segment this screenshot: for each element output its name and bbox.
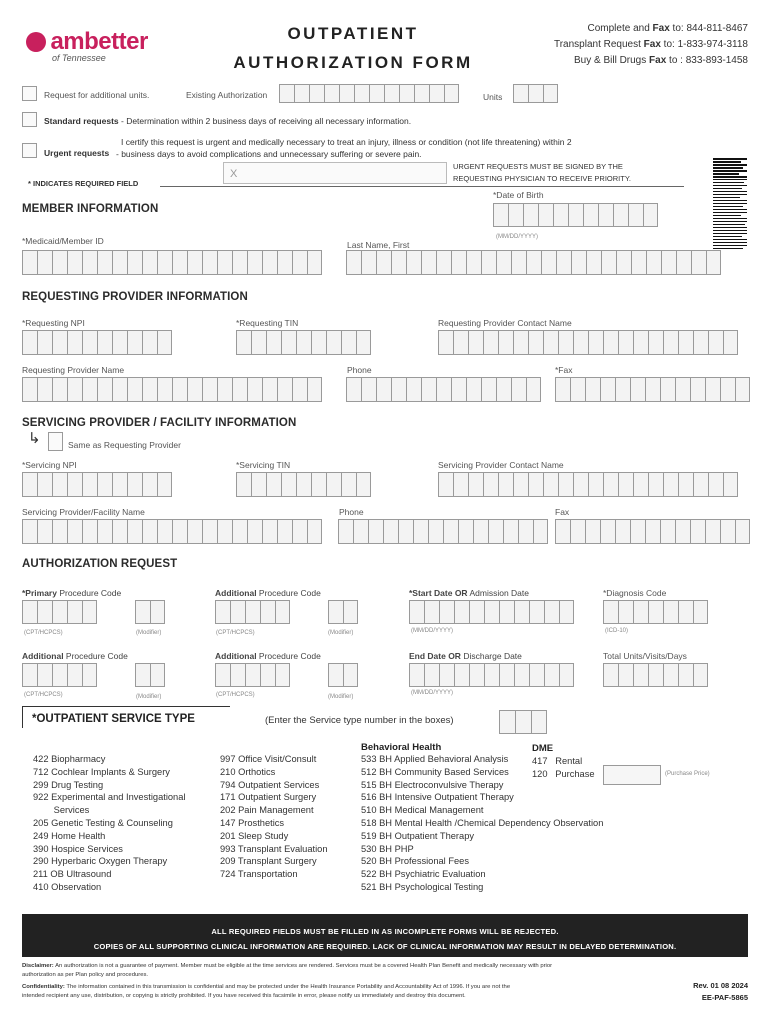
service-item: 147 Prosthetics <box>220 817 285 828</box>
additional-modifier-input-1[interactable] <box>328 600 358 624</box>
requesting-npi-label: *Requesting NPI <box>22 318 85 328</box>
required-field-note: * INDICATES REQUIRED FIELD <box>28 179 139 188</box>
additional-cpt-input-2[interactable] <box>22 663 97 687</box>
barcode-image <box>713 158 747 251</box>
servicing-contact-input[interactable] <box>438 472 738 497</box>
total-units-label: Total Units/Visits/Days <box>603 651 687 661</box>
primary-modifier-hint: (Modifier) <box>136 630 162 636</box>
service-item: 422 Biopharmacy <box>33 754 106 764</box>
total-units-input[interactable] <box>603 663 708 687</box>
service-item: 410 Observation <box>33 881 102 892</box>
service-item: 993 Transplant Evaluation <box>220 843 328 854</box>
service-item: 290 Hyperbaric Oxygen Therapy <box>33 856 168 867</box>
additional-code-label-3: Additional Procedure Code <box>215 651 321 661</box>
requesting-contact-label: Requesting Provider Contact Name <box>438 318 572 328</box>
service-item: Services <box>33 805 90 816</box>
member-info-heading: MEMBER INFORMATION <box>22 203 159 215</box>
service-item: 210 Orthotics <box>220 766 276 777</box>
service-item: 522 BH Psychiatric Evaluation <box>361 869 486 880</box>
dme-rental: 417 Rental <box>532 756 583 766</box>
service-item: 518 BH Mental Health /Chemical Dependency Observation <box>361 817 604 828</box>
service-item: 520 BH Professional Fees <box>361 856 470 867</box>
additional-cpt-hint-2: (CPT/HCPCS) <box>24 692 63 698</box>
physician-signature-field[interactable] <box>223 162 447 184</box>
requesting-phone-label: Phone <box>347 365 372 375</box>
service-item: 516 BH Intensive Outpatient Therapy <box>361 792 514 803</box>
dob-label: *Date of Birth <box>493 190 544 200</box>
start-date-input[interactable] <box>409 600 574 624</box>
signature-x-mark: X <box>230 168 238 180</box>
service-type-heading: *OUTPATIENT SERVICE TYPE <box>32 713 195 725</box>
additional-cpt-input-3[interactable] <box>215 663 290 687</box>
additional-modifier-hint-1: (Modifier) <box>328 630 354 636</box>
service-item: 519 BH Outpatient Therapy <box>361 830 475 841</box>
divider-line <box>160 186 684 187</box>
requesting-name-label: Requesting Provider Name <box>22 365 125 375</box>
service-item: 997 Office Visit/Consult <box>220 754 317 764</box>
diagnosis-code-label: *Diagnosis Code <box>603 588 667 598</box>
logo-subtitle: of Tennessee <box>52 53 106 63</box>
requesting-fax-label: *Fax <box>555 365 573 375</box>
servicing-name-input[interactable] <box>22 519 322 544</box>
service-type-input[interactable] <box>499 710 547 734</box>
urgent-note-line1: URGENT REQUESTS MUST BE SIGNED BY THE <box>453 162 623 171</box>
servicing-provider-heading: SERVICING PROVIDER / FACILITY INFORMATION <box>22 417 297 429</box>
standard-request-label: Standard requests - Determination within 2 business days of receiving all necessary information. <box>44 116 412 126</box>
end-date-input[interactable] <box>409 663 574 687</box>
additional-modifier-input-3[interactable] <box>328 663 358 687</box>
service-item: 249 Home Health <box>33 830 106 841</box>
service-item: 390 Hospice Services <box>33 843 123 854</box>
purchase-price-hint: (Purchase Price) <box>665 771 710 777</box>
dme-heading: DME <box>532 743 554 754</box>
dob-format-hint: (MM/DD/YYYY) <box>496 234 538 240</box>
footer-warning-line1: ALL REQUIRED FIELDS MUST BE FILLED IN AS INCOMPLETE FORMS WILL BE REJECTED. <box>211 927 559 936</box>
existing-auth-input[interactable] <box>279 84 459 103</box>
footer-warning-line2: COPIES OF ALL SUPPORTING CLINICAL INFORMATION ARE REQUIRED. LACK OF CLINICAL INFORMATION MAY RESULT IN DELAYED DETERMINATION. <box>93 942 677 951</box>
arrow-return-icon: ↳ <box>28 430 41 447</box>
additional-cpt-input-1[interactable] <box>215 600 290 624</box>
form-title-line2: AUTHORIZATION FORM <box>233 53 473 72</box>
start-date-hint: (MM/DD/YYYY) <box>411 628 453 634</box>
urgent-request-label: Urgent requests <box>44 148 110 158</box>
urgent-certify-line2: - business days to avoid complications and unnecessary suffering or severe pain. <box>116 149 422 159</box>
form-title-line1: OUTPATIENT <box>287 24 419 43</box>
servicing-fax-input[interactable] <box>555 519 750 544</box>
logo-wordmark: ambetter <box>50 28 148 55</box>
service-item: 510 BH Medical Management <box>361 805 484 816</box>
primary-modifier-input[interactable] <box>135 600 165 624</box>
service-item: 512 BH Community Based Services <box>361 766 509 777</box>
urgent-note-line2: REQUESTING PHYSICIAN TO RECEIVE PRIORITY. <box>453 174 631 183</box>
service-type-instruction: (Enter the Service type number in the boxes) <box>265 715 454 726</box>
dme-purchase: 120 Purchase <box>532 769 595 779</box>
service-item: 533 BH Applied Behavioral Analysis <box>361 754 509 764</box>
behavioral-health-heading: Behavioral Health <box>361 742 442 753</box>
additional-cpt-hint-3: (CPT/HCPCS) <box>216 692 255 698</box>
disclaimer-text: Disclaimer: An authorization is not a guarantee of payment. Member must be eligible at the time services are rendered. Services must be a covered Health Plan Benefit and medically necessary with prior authorization as per Plan policy and procedures. <box>22 963 553 978</box>
additional-code-label-2: Additional Procedure Code <box>22 651 128 661</box>
units-input[interactable] <box>513 84 558 103</box>
requesting-tin-label: *Requesting TIN <box>236 318 299 328</box>
servicing-npi-input[interactable] <box>22 472 172 497</box>
additional-units-label: Request for additional units. <box>44 90 150 100</box>
service-item: 205 Genetic Testing & Counseling <box>33 817 173 828</box>
footer-warning-bar <box>22 914 748 957</box>
service-list-col1 <box>33 753 185 894</box>
service-item: 201 Sleep Study <box>220 830 289 841</box>
servicing-contact-label: Servicing Provider Contact Name <box>438 460 564 470</box>
urgent-certify-line1: I certify this request is urgent and medically necessary to treat an injury, illness or condition (not life threatening) within 2 <box>121 137 572 147</box>
units-label: Units <box>483 92 503 102</box>
requesting-tin-input[interactable] <box>236 330 371 355</box>
service-item: 209 Transplant Surgery <box>220 856 317 867</box>
end-date-hint: (MM/DD/YYYY) <box>411 690 453 696</box>
servicing-phone-input[interactable] <box>338 519 548 544</box>
primary-code-label: *Primary Procedure Code <box>22 588 122 598</box>
requesting-phone-input[interactable] <box>346 377 541 402</box>
purchase-price-input[interactable] <box>603 765 661 785</box>
form-code: EE-PAF-5865 <box>701 993 748 1002</box>
servicing-fax-label: Fax <box>555 507 570 517</box>
revision-date: Rev. 01 08 2024 <box>693 981 748 990</box>
servicing-phone-label: Phone <box>339 507 364 517</box>
service-item: 922 Experimental and Investigational <box>33 792 186 803</box>
servicing-tin-input[interactable] <box>236 472 371 497</box>
existing-auth-label: Existing Authorization <box>186 90 268 100</box>
service-item: 521 BH Psychological Testing <box>361 881 484 892</box>
primary-cpt-hint: (CPT/HCPCS) <box>24 630 63 636</box>
additional-modifier-input-2[interactable] <box>135 663 165 687</box>
last-first-label: Last Name, First <box>347 240 410 250</box>
dob-input[interactable] <box>493 203 658 227</box>
servicing-tin-label: *Servicing TIN <box>236 460 291 470</box>
fax-line-transplant: Transplant Request Fax to: 1-833-974-3118 <box>553 39 748 50</box>
authorization-request-heading: AUTHORIZATION REQUEST <box>22 558 178 570</box>
requesting-contact-input[interactable] <box>438 330 738 355</box>
same-as-requesting-checkbox[interactable] <box>48 432 63 451</box>
requesting-fax-input[interactable] <box>555 377 750 402</box>
service-type-top-rule <box>22 706 230 707</box>
urgent-request-checkbox[interactable] <box>22 143 37 158</box>
additional-cpt-hint-1: (CPT/HCPCS) <box>216 630 255 636</box>
servicing-npi-label: *Servicing NPI <box>22 460 77 470</box>
service-item: 171 Outpatient Surgery <box>220 792 317 803</box>
service-item: 712 Cochlear Implants & Surgery <box>33 766 170 777</box>
member-id-label: *Medicaid/Member ID <box>22 236 104 246</box>
requesting-npi-input[interactable] <box>22 330 172 355</box>
service-item: 211 OB Ultrasound <box>33 869 112 880</box>
fax-info <box>500 21 748 69</box>
start-date-label: *Start Date OR Admission Date <box>409 588 529 598</box>
ambetter-logo <box>26 28 148 56</box>
additional-units-checkbox[interactable] <box>22 86 37 101</box>
primary-cpt-input[interactable] <box>22 600 97 624</box>
same-as-requesting-label: Same as Requesting Provider <box>68 440 181 450</box>
service-item: 202 Pain Management <box>220 805 314 816</box>
fax-line-buy-bill: Buy & Bill Drugs Fax to : 833-893-1458 <box>574 55 748 66</box>
service-list-col2 <box>220 753 328 881</box>
service-item: 530 BH PHP <box>361 843 414 854</box>
end-date-label: End Date OR Discharge Date <box>409 651 522 661</box>
fax-line-complete: Complete and Fax to: 844-811-8467 <box>587 23 748 34</box>
member-name-input[interactable] <box>346 250 721 275</box>
standard-request-checkbox[interactable] <box>22 112 37 127</box>
additional-code-label-1: Additional Procedure Code <box>215 588 321 598</box>
additional-modifier-hint-3: (Modifier) <box>328 694 354 700</box>
service-item: 515 BH Electroconvulsive Therapy <box>361 779 504 790</box>
icd-hint: (ICD-10) <box>605 628 629 634</box>
service-item: 299 Drug Testing <box>33 779 104 790</box>
member-id-input[interactable] <box>22 250 322 275</box>
additional-modifier-hint-2: (Modifier) <box>136 694 162 700</box>
servicing-name-label: Servicing Provider/Facility Name <box>22 507 145 517</box>
requesting-provider-heading: REQUESTING PROVIDER INFORMATION <box>22 291 248 303</box>
service-item: 794 Outpatient Services <box>220 779 320 790</box>
confidentiality-text: Confidentiality: The information contained in this transmission is confidential and may be protected under the Health Insurance Portability and Accountability Act of 1996. If you are not the intended recipient any use, distribution, or copying is strictly prohibited. If you have received this facsimile in error, please notify us immediately and destroy this document. <box>22 984 511 999</box>
diagnosis-code-input[interactable] <box>603 600 708 624</box>
service-type-left-rule <box>22 706 23 728</box>
logo-circle-icon <box>26 32 46 52</box>
requesting-name-input[interactable] <box>22 377 322 402</box>
service-item: 724 Transportation <box>220 869 298 880</box>
